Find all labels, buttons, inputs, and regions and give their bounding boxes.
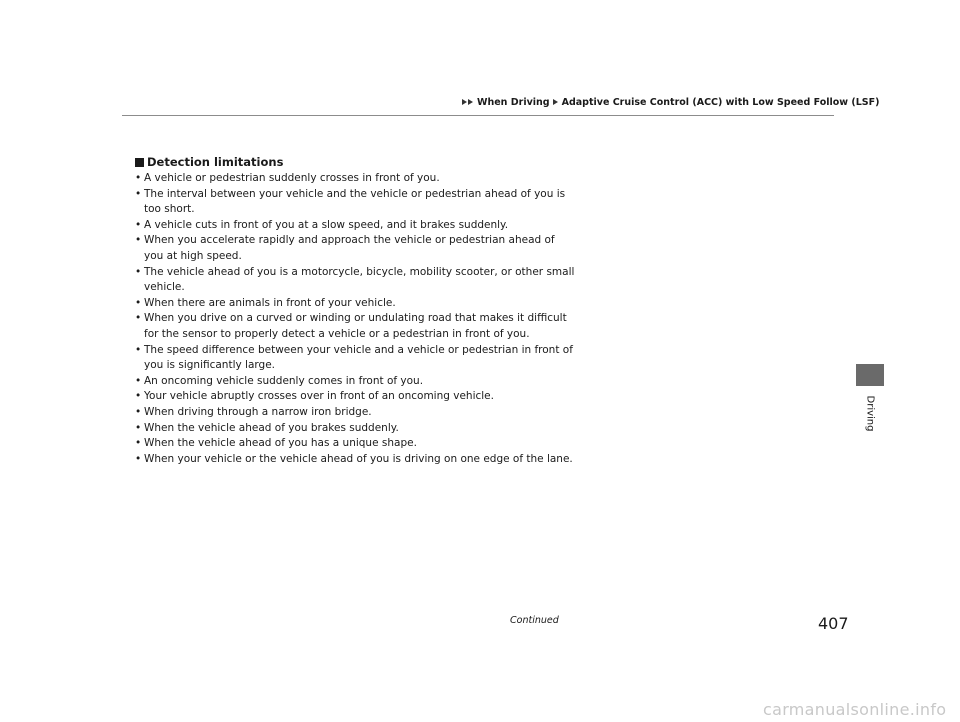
list-item: • The vehicle ahead of you is a motorcycle, bicycle, mobility scooter, or other small vehicle. [135,265,575,296]
list-item: • When there are animals in front of your vehicle. [135,296,575,312]
section-heading [135,155,575,169]
triangle-right-icon [553,99,558,105]
page-number: 407 [818,614,849,633]
list-item: • An oncoming vehicle suddenly comes in front of you. [135,374,575,390]
triangle-right-icon [468,99,473,105]
list-item: • When you drive on a curved or winding or undulating road that makes it difficult for the sensor to properly detect a vehicle or a pedestrian in front of you. [135,311,575,342]
list-item: • When your vehicle or the vehicle ahead of you is driving on one edge of the lane. [135,452,575,468]
list-item: • When you accelerate rapidly and approach the vehicle or pedestrian ahead of you at high speed. [135,233,575,264]
breadcrumb [462,94,879,110]
list-item: • When the vehicle ahead of you has a unique shape. [135,436,575,452]
list-item: • A vehicle cuts in front of you at a slow speed, and it brakes suddenly. [135,218,575,234]
list-item: • When driving through a narrow iron bridge. [135,405,575,421]
triangle-right-icon [462,99,467,105]
breadcrumb-item: Adaptive Cruise Control (ACC) with Low Speed Follow (LSF) [561,96,880,108]
list-item: • The interval between your vehicle and the vehicle or pedestrian ahead of you is too short. [135,187,575,218]
watermark: carmanualsonline.info [763,700,947,719]
chapter-label [856,393,884,433]
list-item: • The speed difference between your vehicle and a vehicle or pedestrian in front of you is significantly large. [135,343,575,374]
header-rule [122,115,834,116]
chapter-label-text: Driving [864,395,876,431]
bullet-list [135,171,575,467]
list-item: • Your vehicle abruptly crosses over in front of an oncoming vehicle. [135,389,575,405]
square-bullet-icon [135,158,144,167]
main-content [135,155,575,467]
list-item: • When the vehicle ahead of you brakes suddenly. [135,421,575,437]
list-item: • A vehicle or pedestrian suddenly crosses in front of you. [135,171,575,187]
continued-label: Continued [510,615,559,626]
section-title: Detection limitations [147,155,284,169]
chapter-tab [856,364,884,386]
breadcrumb-item: When Driving [477,96,550,108]
